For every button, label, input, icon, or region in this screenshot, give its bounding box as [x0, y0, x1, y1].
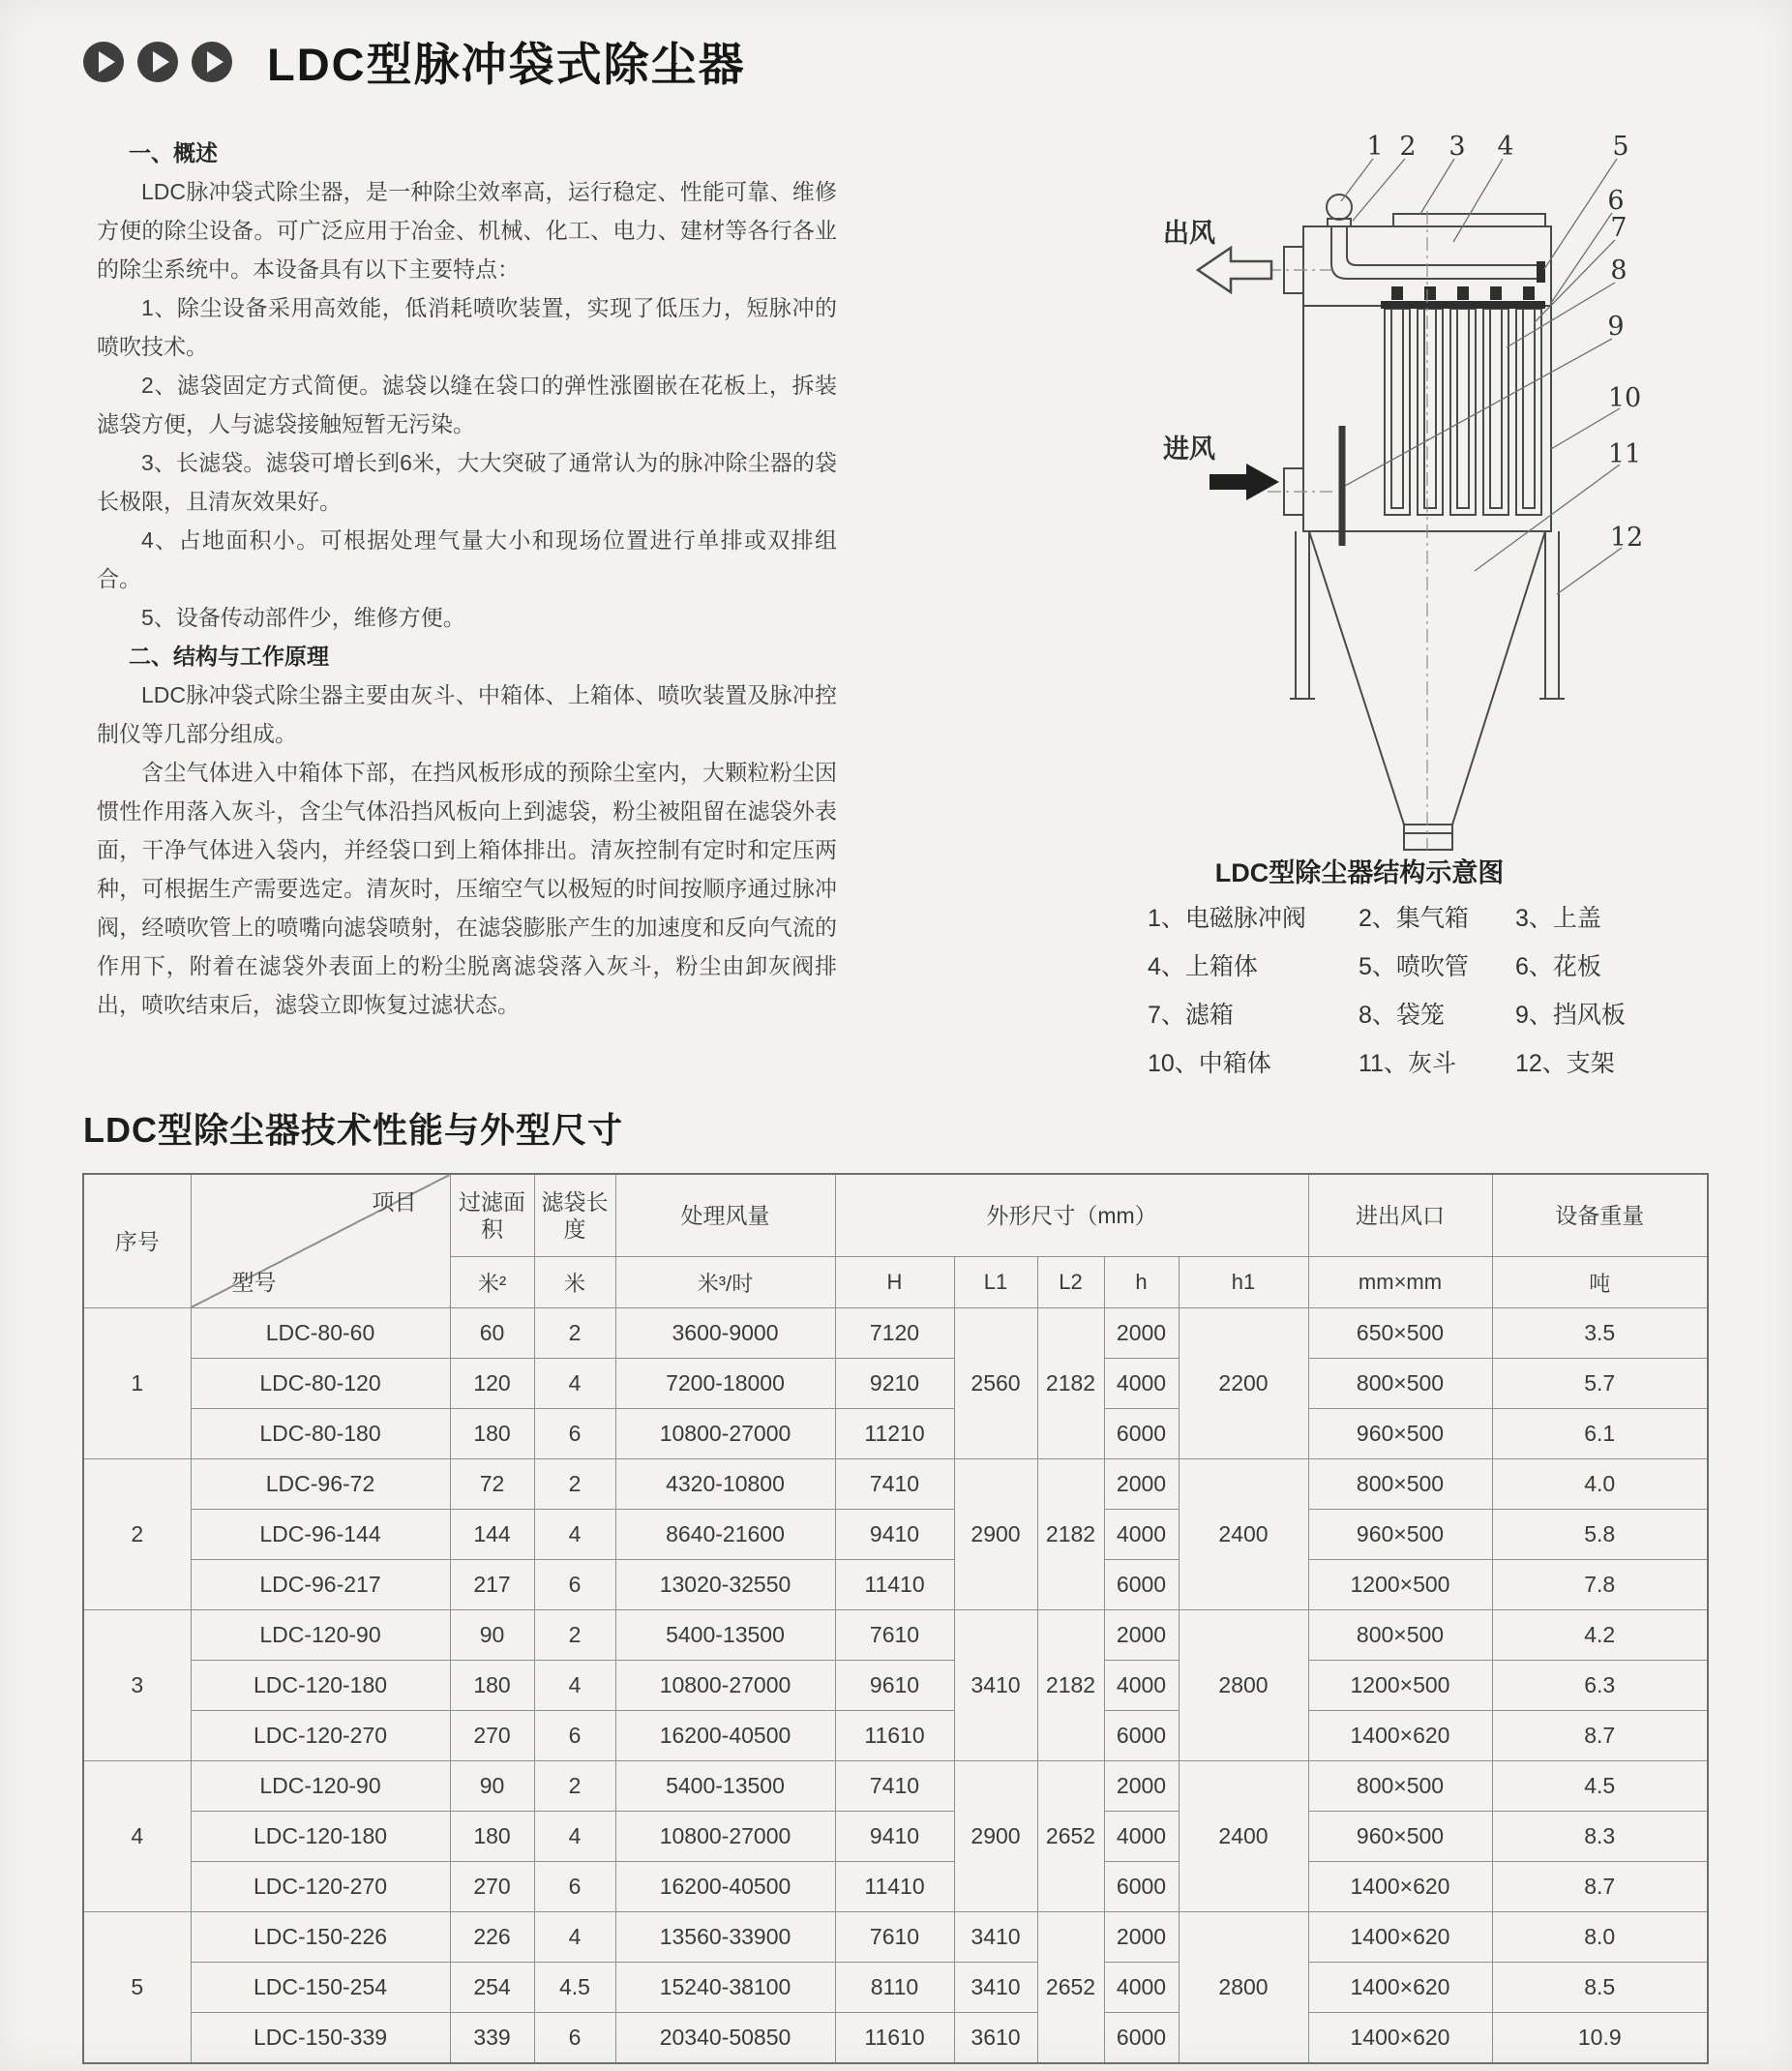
unit-h: h [1104, 1257, 1179, 1308]
cell-filter-area: 270 [450, 1711, 534, 1761]
cell-h: 6000 [1104, 1711, 1179, 1761]
cell-air-volume: 5400-13500 [615, 1610, 835, 1661]
cell-model: LDC-120-180 [191, 1661, 450, 1711]
cell-air-volume: 20340-50850 [615, 2013, 835, 2064]
header-item: 项目 [372, 1189, 417, 1215]
cell-inlet-outlet: 650×500 [1308, 1308, 1492, 1359]
header-weight: 设备重量 [1492, 1174, 1708, 1257]
legend-item: 5、喷吹管 [1359, 953, 1469, 980]
legend-item: 8、袋笼 [1359, 1002, 1445, 1029]
header-inlet-outlet: 进出风口 [1308, 1174, 1492, 1257]
callout-5: 5 [1612, 132, 1629, 162]
cell-air-volume: 13560-33900 [615, 1912, 835, 1963]
callout-9: 9 [1607, 312, 1625, 342]
table-row [83, 1560, 1708, 1610]
cell-H: 9410 [835, 1812, 954, 1862]
spec-table [82, 1173, 1709, 2064]
header-serial: 序号 [83, 1174, 191, 1308]
cell-bag-length: 2 [534, 1459, 615, 1510]
cell-L1: 2900 [954, 1459, 1037, 1610]
cell-bag-length: 6 [534, 1560, 615, 1610]
cell-model: LDC-80-120 [191, 1359, 450, 1409]
unit-area: 米² [450, 1257, 534, 1308]
cell-air-volume: 16200-40500 [615, 1862, 835, 1912]
cell-H: 7610 [835, 1610, 954, 1661]
cell-serial: 3 [83, 1610, 191, 1761]
cell-air-volume: 10800-27000 [615, 1409, 835, 1459]
table-row [83, 1912, 1708, 1963]
play-triangle-icon [99, 51, 115, 73]
table-row [83, 1661, 1708, 1711]
cell-serial: 4 [83, 1761, 191, 1912]
unit-h1: h1 [1179, 1257, 1308, 1308]
table-row [83, 1761, 1708, 1812]
filter-bags [1385, 309, 1541, 515]
legend-item: 11、灰斗 [1359, 1050, 1456, 1077]
cell-bag-length: 2 [534, 1761, 615, 1812]
cell-h: 4000 [1104, 1359, 1179, 1409]
cell-weight: 8.5 [1492, 1963, 1708, 2013]
structure-paragraph: LDC脉冲袋式除尘器主要由灰斗、中箱体、上箱体、喷吹装置及脉冲控制仪等几部分组成。 [97, 682, 837, 746]
feature-item: 3、长滤袋。滤袋可增长到6米，大大突破了通常认为的脉冲除尘器的袋长极限，且清灰效果好。 [97, 450, 837, 514]
unit-io: mm×mm [1308, 1257, 1492, 1308]
cell-inlet-outlet: 800×500 [1308, 1359, 1492, 1409]
cell-model: LDC-150-226 [191, 1912, 450, 1963]
table-row [83, 2013, 1708, 2064]
header-model-diagonal [191, 1174, 450, 1308]
cell-inlet-outlet: 800×500 [1308, 1761, 1492, 1812]
unit-L1: L1 [954, 1257, 1037, 1308]
cell-weight: 5.8 [1492, 1510, 1708, 1560]
cell-filter-area: 180 [450, 1409, 534, 1459]
unit-L2: L2 [1037, 1257, 1104, 1308]
cell-bag-length: 6 [534, 1862, 615, 1912]
header-bag-length: 滤袋长度 [534, 1174, 615, 1257]
cell-inlet-outlet: 1200×500 [1308, 1661, 1492, 1711]
cell-filter-area: 254 [450, 1963, 534, 2013]
cell-h: 4000 [1104, 1812, 1179, 1862]
cell-filter-area: 90 [450, 1610, 534, 1661]
cell-H: 11610 [835, 1711, 954, 1761]
cell-bag-length: 4 [534, 1661, 615, 1711]
callout-2: 2 [1399, 132, 1417, 162]
play-circle-icon [83, 42, 124, 82]
cell-model: LDC-120-90 [191, 1610, 450, 1661]
legend-item: 7、滤箱 [1148, 1002, 1234, 1029]
table-row [83, 1308, 1708, 1359]
cell-model: LDC-120-270 [191, 1862, 450, 1912]
cell-weight: 4.0 [1492, 1459, 1708, 1510]
outlet-label: 出风 [1163, 219, 1215, 248]
legend-item: 4、上箱体 [1148, 953, 1258, 980]
play-circle-icon [137, 42, 178, 82]
cell-air-volume: 3600-9000 [615, 1308, 835, 1359]
cell-serial: 1 [83, 1308, 191, 1459]
feature-item: 4、占地面积小。可根据处理气量大小和现场位置进行单排或双排组合。 [97, 527, 837, 591]
cell-L2: 2652 [1037, 1912, 1104, 2064]
play-triangle-icon [207, 51, 224, 73]
cell-air-volume: 10800-27000 [615, 1661, 835, 1711]
table-row [83, 1862, 1708, 1912]
cell-filter-area: 270 [450, 1862, 534, 1912]
header-dimensions: 外形尺寸（mm） [835, 1174, 1308, 1257]
cell-inlet-outlet: 960×500 [1308, 1409, 1492, 1459]
cell-weight: 4.2 [1492, 1610, 1708, 1661]
hopper-discharge [1404, 825, 1452, 850]
blow-pipe-inner [1347, 226, 1541, 265]
cell-H: 11410 [835, 1862, 954, 1912]
cell-air-volume: 10800-27000 [615, 1812, 835, 1862]
cell-H: 7410 [835, 1761, 954, 1812]
hopper-right-wall [1452, 531, 1545, 825]
cell-inlet-outlet: 1400×620 [1308, 2013, 1492, 2064]
cell-model: LDC-96-72 [191, 1459, 450, 1510]
table-row [83, 1963, 1708, 2013]
callout-1: 1 [1366, 132, 1384, 162]
cell-filter-area: 60 [450, 1308, 534, 1359]
dust-collector-diagram [1134, 118, 1734, 854]
cell-weight: 4.5 [1492, 1761, 1708, 1812]
feature-item: 1、除尘设备采用高效能，低消耗喷吹装置，实现了低压力，短脉冲的喷吹技术。 [97, 295, 837, 359]
legend-item: 6、花板 [1515, 953, 1601, 980]
cell-air-volume: 16200-40500 [615, 1711, 835, 1761]
cell-h: 4000 [1104, 1963, 1179, 2013]
cell-inlet-outlet: 800×500 [1308, 1610, 1492, 1661]
cell-h1: 2800 [1179, 1912, 1308, 2064]
legend-item: 9、挡风板 [1515, 1002, 1626, 1029]
table-title: LDC型除尘器技术性能与外型尺寸 [83, 1110, 623, 1150]
cell-L1: 2900 [954, 1761, 1037, 1912]
cell-L2: 2182 [1037, 1308, 1104, 1459]
cell-H: 7610 [835, 1912, 954, 1963]
cell-inlet-outlet: 960×500 [1308, 1510, 1492, 1560]
cell-H: 9610 [835, 1661, 954, 1711]
feature-item: 2、滤袋固定方式简便。滤袋以缝在袋口的弹性涨圈嵌在花板上，拆装滤袋方便，人与滤袋接触短暂无污染。 [97, 373, 837, 436]
callout-7: 7 [1610, 213, 1628, 243]
cell-filter-area: 180 [450, 1812, 534, 1862]
callout-10: 10 [1607, 383, 1642, 413]
cell-bag-length: 4 [534, 1912, 615, 1963]
intro-section [97, 134, 837, 1024]
cell-bag-length: 4 [534, 1510, 615, 1560]
cell-h1: 2200 [1179, 1308, 1308, 1459]
cell-h1: 2400 [1179, 1761, 1308, 1912]
cell-air-volume: 5400-13500 [615, 1761, 835, 1812]
cell-bag-length: 6 [534, 1409, 615, 1459]
cell-L1: 3410 [954, 1912, 1037, 1963]
unit-length: 米 [534, 1257, 615, 1308]
cell-inlet-outlet: 1400×620 [1308, 1963, 1492, 2013]
table-row [83, 1359, 1708, 1409]
cell-H: 11610 [835, 2013, 954, 2064]
cell-air-volume: 7200-18000 [615, 1359, 835, 1409]
cell-filter-area: 72 [450, 1459, 534, 1510]
cell-filter-area: 339 [450, 2013, 534, 2064]
callout-numbers [1366, 132, 1643, 553]
feature-item: 5、设备传动部件少，维修方便。 [141, 605, 465, 630]
cell-weight: 6.1 [1492, 1409, 1708, 1459]
cell-L2: 2182 [1037, 1610, 1104, 1761]
cell-filter-area: 217 [450, 1560, 534, 1610]
cell-serial: 5 [83, 1912, 191, 2064]
outlet-arrow-icon [1198, 248, 1271, 292]
cell-filter-area: 90 [450, 1761, 534, 1812]
inlet-arrow-icon [1210, 464, 1279, 500]
cell-H: 9410 [835, 1510, 954, 1560]
cell-L1: 3410 [954, 1963, 1037, 2013]
cell-air-volume: 15240-38100 [615, 1963, 835, 2013]
table-row [83, 1610, 1708, 1661]
page-title: LDC型脉冲袋式除尘器 [267, 39, 746, 90]
cell-h: 2000 [1104, 1308, 1179, 1359]
cell-bag-length: 4 [534, 1359, 615, 1409]
cell-model: LDC-150-339 [191, 2013, 450, 2064]
cell-H: 7410 [835, 1459, 954, 1510]
cell-model: LDC-96-217 [191, 1560, 450, 1610]
cell-model: LDC-120-90 [191, 1761, 450, 1812]
legend-item: 12、支架 [1515, 1050, 1615, 1077]
cell-model: LDC-150-254 [191, 1963, 450, 2013]
cell-H: 11210 [835, 1409, 954, 1459]
cell-bag-length: 2 [534, 1610, 615, 1661]
cell-weight: 7.8 [1492, 1560, 1708, 1610]
cell-bag-length: 4.5 [534, 1963, 615, 2013]
cell-model: LDC-120-270 [191, 1711, 450, 1761]
cell-h: 4000 [1104, 1661, 1179, 1711]
cell-inlet-outlet: 1400×620 [1308, 1862, 1492, 1912]
cell-L1: 3410 [954, 1610, 1037, 1761]
cell-inlet-outlet: 960×500 [1308, 1812, 1492, 1862]
cell-bag-length: 6 [534, 1711, 615, 1761]
callout-11: 11 [1607, 439, 1642, 469]
cell-H: 7120 [835, 1308, 954, 1359]
cell-h: 2000 [1104, 1761, 1179, 1812]
cell-filter-area: 226 [450, 1912, 534, 1963]
diagram-caption: LDC型除尘器结构示意图 [1214, 858, 1505, 887]
section-heading-overview: 一、概述 [129, 140, 218, 165]
callout-4: 4 [1497, 132, 1514, 162]
cell-bag-length: 6 [534, 2013, 615, 2064]
cell-H: 11410 [835, 1560, 954, 1610]
cell-h: 4000 [1104, 1510, 1179, 1560]
cell-model: LDC-120-180 [191, 1812, 450, 1862]
inlet-label: 进风 [1163, 435, 1215, 464]
cell-L2: 2652 [1037, 1761, 1104, 1912]
section-heading-structure: 二、结构与工作原理 [129, 644, 329, 669]
header-air-volume: 处理风量 [615, 1174, 835, 1257]
table-row [83, 1459, 1708, 1510]
cell-h: 2000 [1104, 1459, 1179, 1510]
cell-weight: 8.0 [1492, 1912, 1708, 1963]
legend-item: 2、集气箱 [1359, 905, 1469, 932]
unit-volume: 米³/时 [615, 1257, 835, 1308]
cell-bag-length: 2 [534, 1308, 615, 1359]
table-row [83, 1812, 1708, 1862]
cell-weight: 8.7 [1492, 1862, 1708, 1912]
cell-filter-area: 120 [450, 1359, 534, 1409]
cell-model: LDC-80-60 [191, 1308, 450, 1359]
cell-weight: 8.7 [1492, 1711, 1708, 1761]
play-triangle-icon [153, 51, 169, 73]
cell-L2: 2182 [1037, 1459, 1104, 1610]
unit-weight: 吨 [1492, 1257, 1708, 1308]
cell-serial: 2 [83, 1459, 191, 1610]
cell-model: LDC-80-180 [191, 1409, 450, 1459]
cell-H: 9210 [835, 1359, 954, 1409]
legend-item: 1、电磁脉冲阀 [1148, 905, 1306, 932]
play-circle-icon [192, 42, 232, 82]
pipe-end-cap [1537, 261, 1545, 283]
cell-h: 2000 [1104, 1912, 1179, 1963]
cell-weight: 8.3 [1492, 1812, 1708, 1862]
legend-item: 10、中箱体 [1148, 1050, 1271, 1077]
callout-12: 12 [1609, 523, 1644, 553]
cell-filter-area: 180 [450, 1661, 534, 1711]
diagram-legend [1148, 892, 1651, 1086]
cell-H: 8110 [835, 1963, 954, 2013]
cell-h1: 2800 [1179, 1610, 1308, 1761]
page-header [83, 29, 746, 94]
cell-h: 2000 [1104, 1610, 1179, 1661]
nozzles-and-tube-sheet [1381, 261, 1545, 309]
cell-weight: 3.5 [1492, 1308, 1708, 1359]
cell-h: 6000 [1104, 1560, 1179, 1610]
table-row [83, 1409, 1708, 1459]
header-model: 型号 [231, 1270, 277, 1295]
table-row [83, 1510, 1708, 1560]
unit-H: H [835, 1257, 954, 1308]
cell-weight: 6.3 [1492, 1661, 1708, 1711]
cell-L1: 2560 [954, 1308, 1037, 1459]
cell-inlet-outlet: 1400×620 [1308, 1711, 1492, 1761]
intro-paragraph: LDC脉冲袋式除尘器，是一种除尘效率高，运行稳定、性能可靠、维修方便的除尘设备。可广泛应用于冶金、机械、化工、电力、建材等各行各业的除尘系统中。本设备具有以下主要特点： [97, 179, 837, 282]
table-row [83, 1711, 1708, 1761]
callout-3: 3 [1449, 132, 1466, 162]
cell-inlet-outlet: 800×500 [1308, 1459, 1492, 1510]
spec-table-body [83, 1308, 1708, 2064]
cell-h: 6000 [1104, 2013, 1179, 2064]
legend-item: 3、上盖 [1515, 905, 1601, 932]
cell-filter-area: 144 [450, 1510, 534, 1560]
blow-pipe-outer [1331, 226, 1541, 279]
header-filter-area: 过滤面积 [450, 1174, 534, 1257]
cell-h: 6000 [1104, 1862, 1179, 1912]
cell-model: LDC-96-144 [191, 1510, 450, 1560]
hopper-left-wall [1309, 531, 1404, 825]
cell-air-volume: 13020-32550 [615, 1560, 835, 1610]
cell-h1: 2400 [1179, 1459, 1308, 1610]
cell-inlet-outlet: 1200×500 [1308, 1560, 1492, 1610]
cell-weight: 5.7 [1492, 1359, 1708, 1409]
callout-6: 6 [1607, 186, 1625, 216]
cell-air-volume: 8640-21600 [615, 1510, 835, 1560]
cell-inlet-outlet: 1400×620 [1308, 1912, 1492, 1963]
cell-air-volume: 4320-10800 [615, 1459, 835, 1510]
pulse-valve [1327, 195, 1352, 220]
cell-weight: 10.9 [1492, 2013, 1708, 2064]
callout-8: 8 [1610, 255, 1628, 285]
working-principle-paragraph: 含尘气体进入中箱体下部，在挡风板形成的预除尘室内，大颗粒粉尘因惯性作用落入灰斗，含尘气体沿挡风板向上到滤袋，粉尘被阻留在滤袋外表面，干净气体进入袋内，并经袋口到上箱体排出。清灰控制有定时和定压两种，可根据生产需要选定。清灰时，压缩空气以极短的时间按顺序通过脉冲阀，经喷吹管上的喷嘴向滤袋喷射，在滤袋膨胀产生的加速度和反向气流的作用下，附着在滤袋外表面上的粉尘脱离滤袋落入灰斗，粉尘由卸灰阀排出，喷吹结束后，滤袋立即恢复过滤状态。 [97, 760, 837, 1017]
cell-bag-length: 4 [534, 1812, 615, 1862]
cell-h: 6000 [1104, 1409, 1179, 1459]
cell-L1: 3610 [954, 2013, 1037, 2064]
